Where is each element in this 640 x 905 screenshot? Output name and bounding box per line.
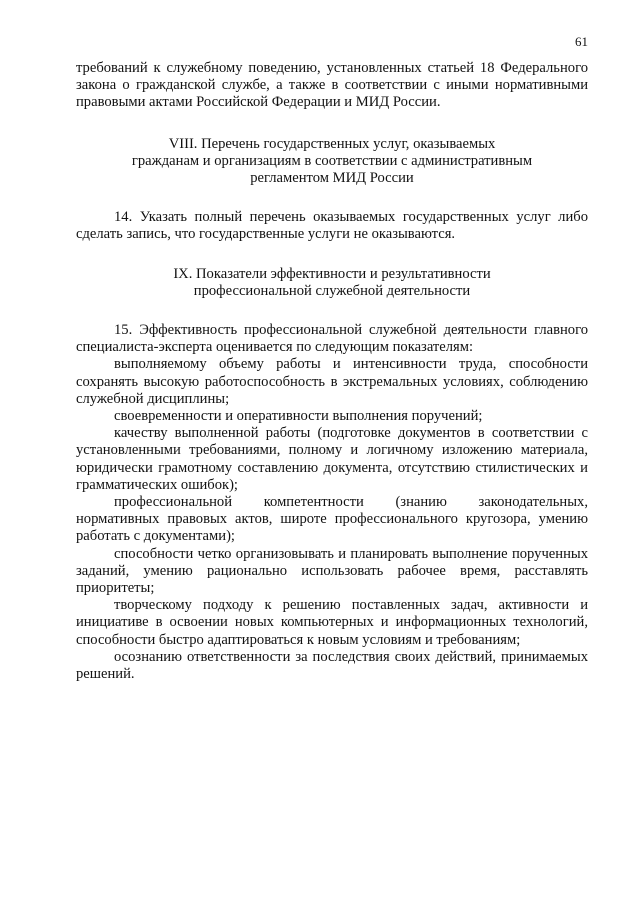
criterion-item: качеству выполненной работы (подготовке документов в соответствии с установленными требованиями, полному и логичному изложению материала, юридически грамотному составлению документа, отсутствию стилистических и грамматических ошибок); bbox=[76, 425, 588, 493]
criterion-item: профессиональной компетентности (знанию законодательных, нормативных правовых актов, широте профессионального кругозора, умению работать с документами); bbox=[76, 494, 588, 545]
criterion-item: способности четко организовывать и планировать выполнение порученных заданий, умению рационально использовать рабочее время, расставлять приоритеты; bbox=[76, 545, 588, 597]
heading-line: гражданам и организациям в соответствии с административным bbox=[131, 152, 533, 169]
continuation-paragraph: требований к служебному поведению, установленных статьей 18 Федерального закона о гражданской службе, а также в соответствии с иными нормативными правовыми актами Российской Федерации и МИД России. bbox=[76, 60, 588, 111]
heading-line: профессиональной служебной деятельности bbox=[193, 282, 471, 299]
section-heading-viii bbox=[76, 136, 588, 188]
paragraph-15-intro: 15. Эффективность профессиональной служебной деятельности главного специалиста-эксперта оценивается по следующим показателям: bbox=[76, 322, 588, 356]
criterion-item: своевременности и оперативности выполнения поручений; bbox=[114, 408, 483, 425]
page-number: 61 bbox=[575, 34, 588, 49]
heading-line: VIII. Перечень государственных услуг, оказываемых bbox=[168, 135, 496, 152]
paragraph-14: 14. Указать полный перечень оказываемых государственных услуг либо сделать запись, что государственные услуги не оказываются. bbox=[76, 209, 588, 243]
criterion-item: выполняемому объему работы и интенсивности труда, способности сохранять высокую работоспособность в экстремальных условиях, соблюдению служебной дисциплины; bbox=[76, 356, 588, 407]
section-heading-ix bbox=[76, 266, 588, 300]
heading-line: регламентом МИД России bbox=[250, 170, 414, 187]
criterion-item: творческому подходу к решению поставленных задач, активности и инициативе в освоении новых компьютерных и информационных технологий, способности быстро адаптироваться к новым условиям и требованиям; bbox=[76, 597, 588, 648]
heading-line: IX. Показатели эффективности и результативности bbox=[173, 265, 491, 282]
document-body bbox=[76, 60, 588, 683]
criterion-item: осознанию ответственности за последствия своих действий, принимаемых решений. bbox=[76, 648, 588, 683]
